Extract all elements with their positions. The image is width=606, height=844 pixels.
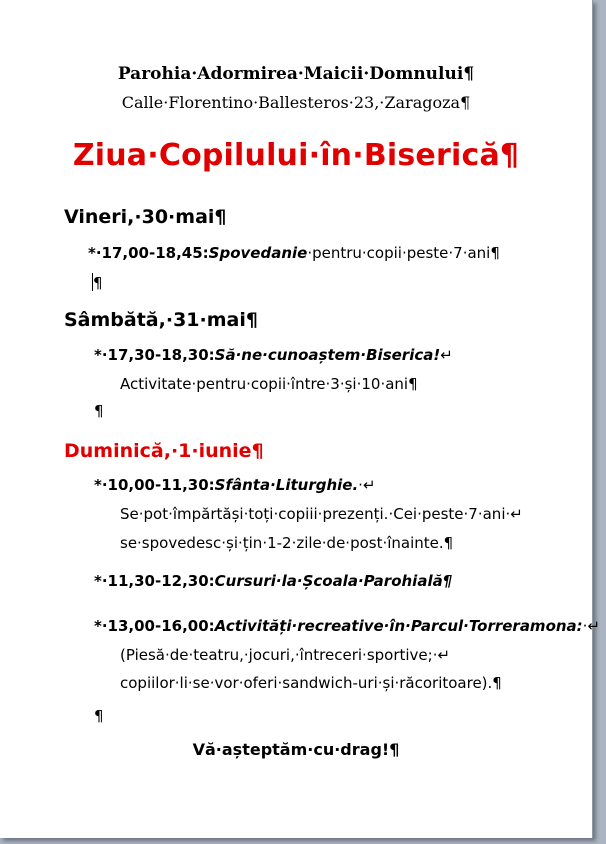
- day-heading-sunday: Duminică,·1·iunie¶: [64, 440, 264, 462]
- schedule-item-sunday-3: [94, 617, 600, 635]
- item-time: *·13,00-16,00:: [94, 617, 215, 635]
- parish-address: Calle·Florentino·Ballesteros·23,·Zaragoza¶: [121, 93, 471, 112]
- empty-paragraph[interactable]: ¶: [93, 274, 103, 292]
- item-description: (Piesă·de·teatru,·jocuri,·întreceri·sportive;·↵: [120, 646, 451, 664]
- day-heading-friday: Vineri,·30·mai¶: [64, 206, 227, 228]
- item-activity: Spovedanie: [208, 244, 308, 262]
- day-heading-saturday: Sâmbătă,·31·mai¶: [64, 309, 258, 331]
- item-time: *·10,00-11,30:: [94, 476, 215, 494]
- item-time: *·17,00-18,45:: [88, 244, 209, 262]
- item-description: copiilor·li·se·vor·oferi·sandwich-uri·și·răcoritoare).¶: [120, 674, 502, 692]
- item-rest: ↵: [440, 346, 453, 364]
- item-rest: ·↵: [582, 617, 601, 635]
- parish-name: Parohia·Adormirea·Maicii·Domnului¶: [117, 64, 475, 84]
- closing-message: Vă·așteptăm·cu·drag!¶: [192, 740, 400, 759]
- event-title: Ziua·Copilului·în·Biserică¶: [72, 138, 520, 173]
- item-activity: Să·ne·cunoaștem·Biserica!: [214, 346, 441, 364]
- item-rest: ·pentru·copii·peste·7·ani¶: [307, 244, 500, 262]
- item-description: Activitate·pentru·copii·între·3·și·10·ani¶: [120, 375, 418, 393]
- item-activity: Cursuri·la·Școala·Parohială¶: [214, 572, 453, 590]
- empty-paragraph: ¶: [94, 707, 104, 725]
- item-time: *·17,30-18,30:: [94, 346, 215, 364]
- schedule-item-sunday-1: [94, 476, 376, 494]
- empty-paragraph: ¶: [94, 402, 104, 420]
- schedule-item-sunday-2: [94, 572, 452, 590]
- item-time: *·11,30-12,30:: [94, 572, 215, 590]
- item-description: se·spovedesc·și·țin·1-2·zile·de·post·înainte.¶: [120, 534, 454, 552]
- item-activity: Sfânta·Liturghie.: [214, 476, 359, 494]
- item-activity: Activități·recreative·în·Parcul·Torreramona:: [214, 617, 583, 635]
- schedule-item-saturday-1: [94, 346, 453, 364]
- item-rest: ·↵: [358, 476, 376, 494]
- schedule-item-friday-1: [88, 244, 500, 262]
- item-description: Se·pot·împărtăși·toți·copiii·prezenți.·Cei·peste·7·ani·↵: [120, 505, 523, 523]
